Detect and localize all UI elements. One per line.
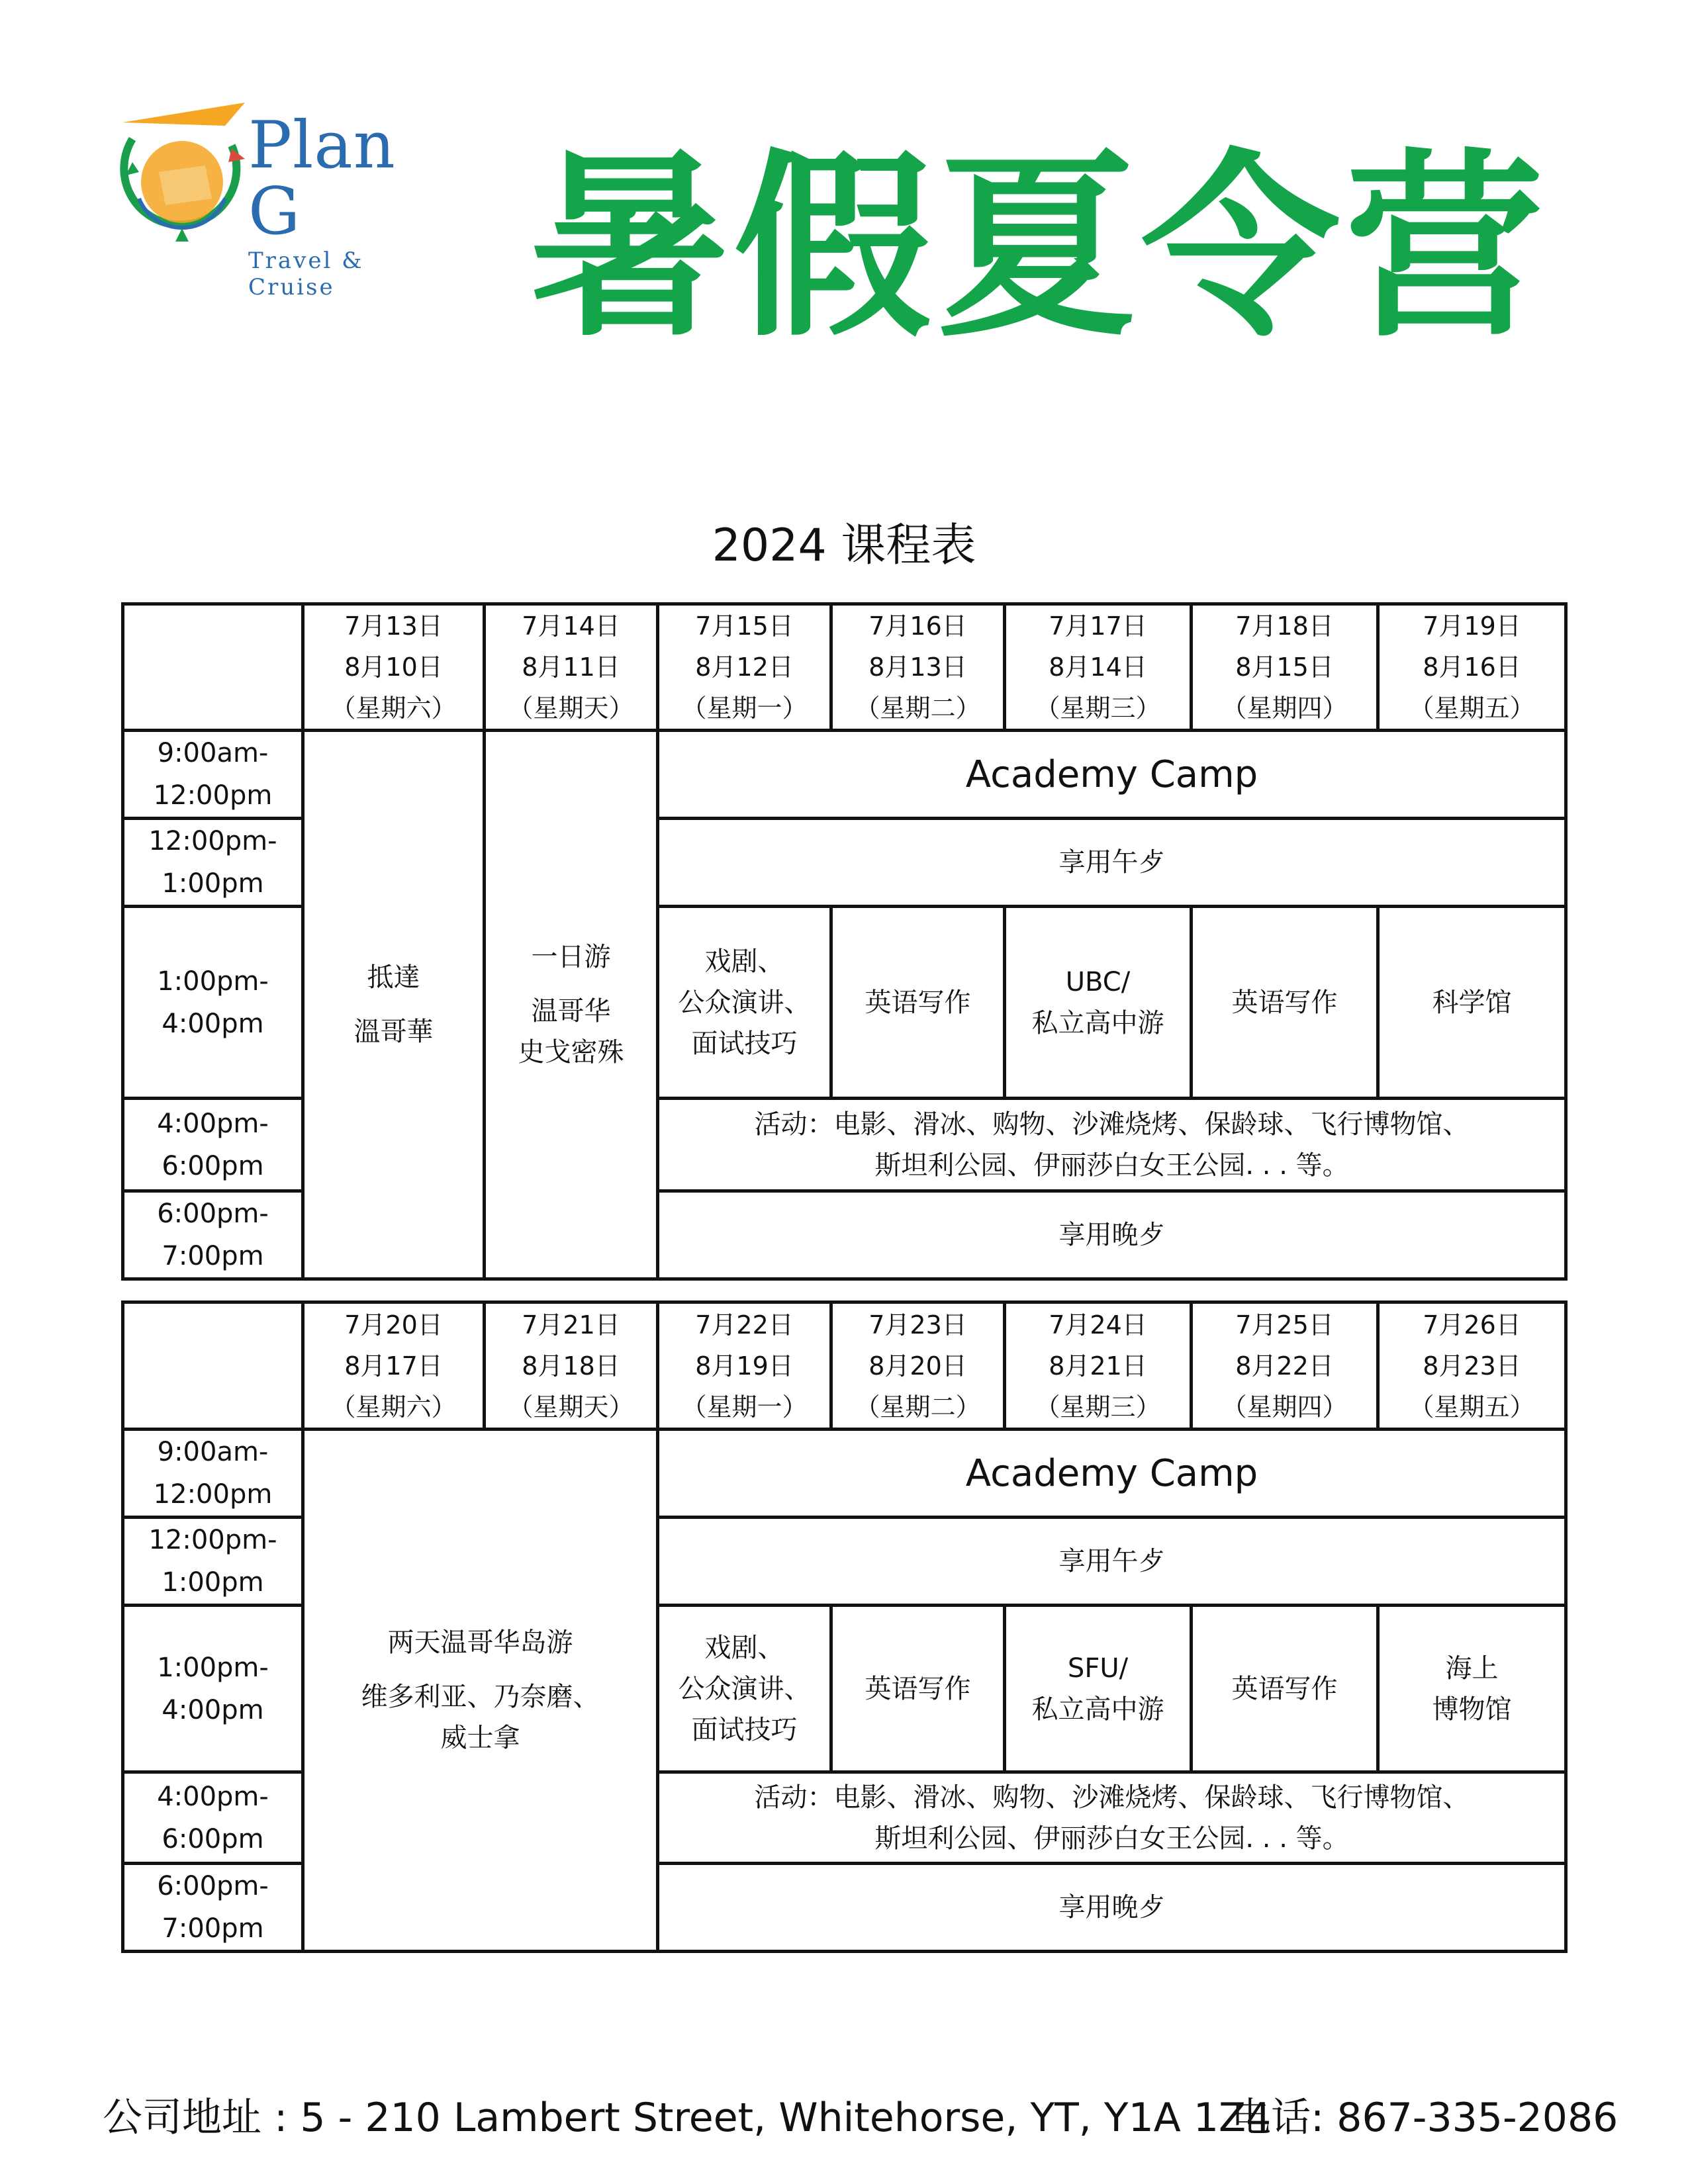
time-slot: 6:00pm- 7:00pm <box>123 1191 303 1279</box>
afternoon-activity: 科学馆 <box>1378 907 1566 1099</box>
time-slot: 4:00pm- 6:00pm <box>123 1772 303 1864</box>
afternoon-activity: SFU/ 私立高中游 <box>1005 1606 1192 1772</box>
company-logo <box>113 99 457 300</box>
logo-brand-name: Plan G <box>248 108 396 250</box>
date-header: 7月23日 8月20日 （星期二） <box>831 1302 1005 1430</box>
afternoon-activity: 戏剧、 公众演讲、 面试技巧 <box>658 907 831 1099</box>
company-phone: 电话: 867-335-2086 <box>1231 2095 1618 2141</box>
academy-camp-cell: Academy Camp <box>658 1430 1566 1518</box>
page-banner-title: 暑假夏令营 <box>530 132 1549 363</box>
academy-camp-cell: Academy Camp <box>658 731 1566 819</box>
company-address: 公司地址 : 5 - 210 Lambert Street, Whitehorse, YT, Y1A 1Z4 <box>103 2095 1272 2141</box>
afternoon-activity: 英语写作 <box>831 907 1005 1099</box>
page-footer <box>103 2088 1618 2148</box>
evening-activities-cell: 活动：电影、滑冰、购物、沙滩烧烤、保龄球、飞行博物馆、 斯坦利公园、伊丽莎白女王公园. . . 等。 <box>658 1772 1566 1864</box>
dinner-cell: 享用晚歺 <box>658 1864 1566 1952</box>
date-header: 7月22日 8月19日 （星期一） <box>658 1302 831 1430</box>
date-header: 7月17日 8月14日 （星期三） <box>1005 604 1192 731</box>
time-slot: 9:00am- 12:00pm <box>123 1430 303 1518</box>
time-slot: 1:00pm- 4:00pm <box>123 1606 303 1772</box>
date-header: 7月20日 8月17日 （星期六） <box>303 1302 485 1430</box>
date-header: 7月24日 8月21日 （星期三） <box>1005 1302 1192 1430</box>
date-header: 7月15日 8月12日 （星期一） <box>658 604 831 731</box>
schedule-table-week2 <box>121 1300 1568 1953</box>
dinner-cell: 享用晚歺 <box>658 1191 1566 1279</box>
header-corner <box>123 604 303 731</box>
date-header: 7月18日 8月15日 （星期四） <box>1192 604 1378 731</box>
date-header: 7月25日 8月22日 （星期四） <box>1192 1302 1378 1430</box>
date-header: 7月14日 8月11日 （星期天） <box>485 604 658 731</box>
date-header: 7月21日 8月18日 （星期天） <box>485 1302 658 1430</box>
afternoon-activity: 海上 博物馆 <box>1378 1606 1566 1772</box>
evening-activities-cell: 活动：电影、滑冰、购物、沙滩烧烤、保龄球、飞行博物馆、 斯坦利公园、伊丽莎白女王公园. . . 等。 <box>658 1099 1566 1191</box>
time-slot: 12:00pm- 1:00pm <box>123 819 303 907</box>
time-slot: 6:00pm- 7:00pm <box>123 1864 303 1952</box>
date-header: 7月19日 8月16日 （星期五） <box>1378 604 1566 731</box>
schedule-table-week1 <box>121 602 1568 1281</box>
time-slot: 4:00pm- 6:00pm <box>123 1099 303 1191</box>
island-tour-cell: 两天温哥华岛游 维多利亚、乃奈磨、 威士拿 <box>303 1430 658 1952</box>
lunch-cell: 享用午歺 <box>658 1518 1566 1606</box>
date-header: 7月16日 8月13日 （星期二） <box>831 604 1005 731</box>
lunch-cell: 享用午歺 <box>658 819 1566 907</box>
afternoon-activity: 英语写作 <box>1192 907 1378 1099</box>
schedule-subtitle: 2024 课程表 <box>712 520 976 572</box>
time-slot: 9:00am- 12:00pm <box>123 731 303 819</box>
afternoon-activity: 戏剧、 公众演讲、 面试技巧 <box>658 1606 831 1772</box>
date-header: 7月26日 8月23日 （星期五） <box>1378 1302 1566 1430</box>
afternoon-activity: 英语写作 <box>831 1606 1005 1772</box>
afternoon-activity: UBC/ 私立高中游 <box>1005 907 1192 1099</box>
date-header: 7月13日 8月10日 （星期六） <box>303 604 485 731</box>
afternoon-activity: 英语写作 <box>1192 1606 1378 1772</box>
time-slot: 12:00pm- 1:00pm <box>123 1518 303 1606</box>
logo-tagline: Travel & Cruise <box>248 248 364 300</box>
compass-globe-icon <box>113 99 252 245</box>
arrival-cell: 抵達 溫哥華 <box>303 731 485 1279</box>
time-slot: 1:00pm- 4:00pm <box>123 907 303 1099</box>
header-corner <box>123 1302 303 1430</box>
day-trip-cell: 一日游 温哥华 史戈密殊 <box>485 731 658 1279</box>
